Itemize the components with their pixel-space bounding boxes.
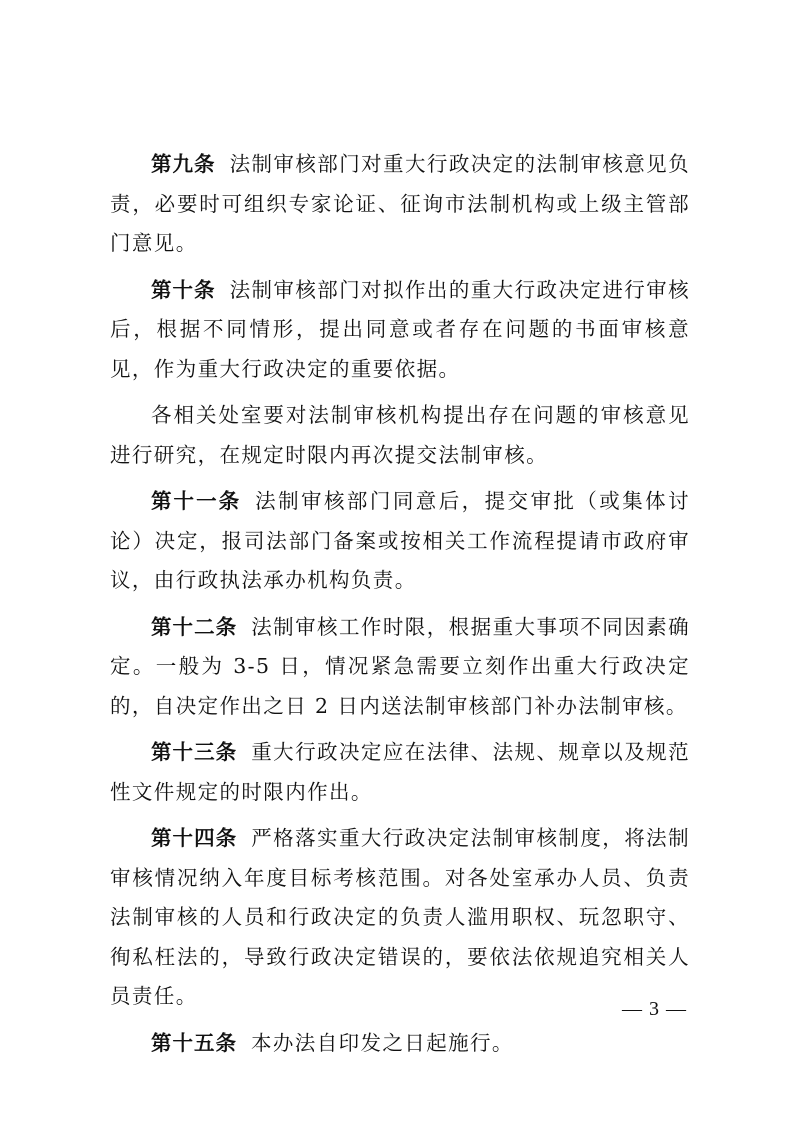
article-text: 各相关处室要对法制审核机构提出存在问题的审核意见进行研究，在规定时限内再次提交法制审核。 bbox=[110, 403, 690, 467]
article-text: 严格落实重大行政决定法制审核制度，将法制审核情况纳入年度目标考核范围。对各处室承办人员、负责法制审核的人员和行政决定的负责人滥用职权、玩忽职守、徇私枉法的，导致行政决定错误的，要依法依规追究相关人员责任。 bbox=[110, 826, 691, 1008]
article-9 bbox=[110, 145, 690, 264]
article-heading: 第十一条 bbox=[151, 489, 242, 513]
article-heading: 第十三条 bbox=[151, 740, 238, 764]
article-text: 本办法自印发之日起施行。 bbox=[251, 1030, 514, 1055]
article-10-paragraph-2 bbox=[110, 396, 690, 475]
article-15 bbox=[110, 1024, 690, 1064]
article-heading: 第十条 bbox=[151, 277, 216, 302]
article-text: 法制审核工作时限，根据重大事项不同因素确定。一般为 3-5 日，情况紧急需要立刻作出重大行政决定的，自决定作出之日 2 日内送法制审核部门补办法制审核。 bbox=[110, 614, 691, 718]
article-10 bbox=[110, 271, 690, 390]
article-heading: 第十二条 bbox=[151, 614, 238, 639]
page-number: — 3 — bbox=[622, 998, 687, 1020]
article-text: 法制审核部门对重大行政决定的法制审核意见负责，必要时可组织专家论证、征询市法制机构或上级主管部门意见。 bbox=[110, 152, 690, 255]
document-body bbox=[110, 145, 690, 1070]
article-11 bbox=[110, 482, 690, 601]
article-13 bbox=[110, 733, 690, 812]
article-text: 法制审核部门同意后，提交审批（或集体讨论）决定，报司法部门备案或按相关工作流程提请市政府审议，由行政执法承办机构负责。 bbox=[110, 489, 690, 592]
article-text: 法制审核部门对拟作出的重大行政决定进行审核后，根据不同情形，提出同意或者存在问题的书面审核意见，作为重大行政决定的重要依据。 bbox=[110, 277, 690, 381]
article-heading: 第十四条 bbox=[151, 826, 238, 850]
article-12 bbox=[110, 608, 690, 727]
article-14 bbox=[110, 819, 690, 1017]
article-text: 重大行政决定应在法律、法规、规章以及规范性文件规定的时限内作出。 bbox=[110, 740, 691, 804]
article-heading: 第九条 bbox=[151, 152, 216, 176]
article-heading: 第十五条 bbox=[151, 1030, 237, 1055]
